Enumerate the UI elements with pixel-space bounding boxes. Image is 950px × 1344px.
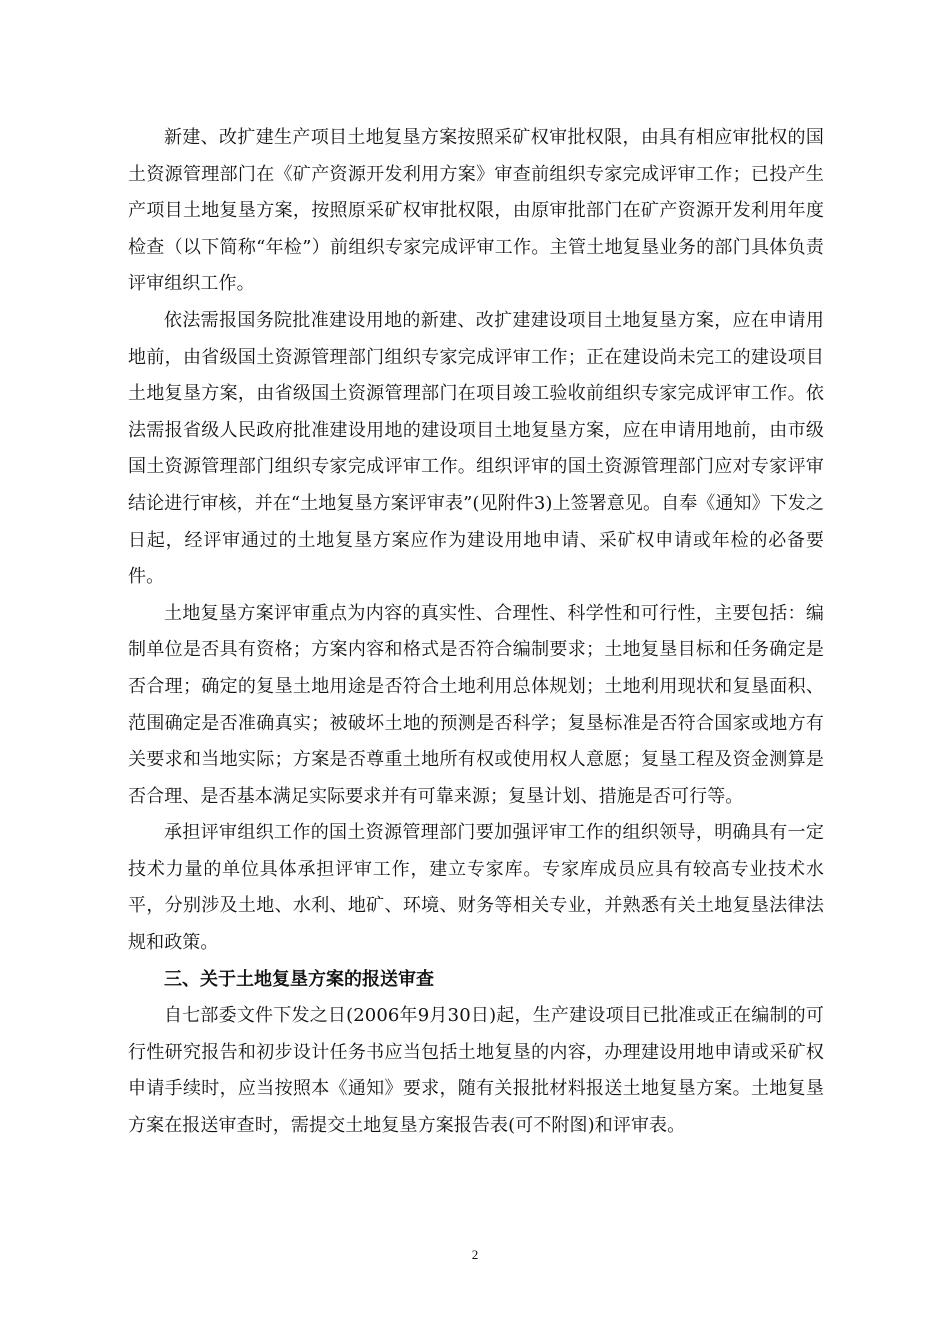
document-body [128,120,824,1145]
paragraph-expert-pool: 承担评审组织工作的国土资源管理部门要加强评审工作的组织领导，明确具有一定技术力量的单位具体承担评审工作，建立专家库。专家库成员应具有较高专业技术水平，分别涉及土地、水利、地矿、环境、财务等相关专业，并熟悉有关土地复垦法律法规和政策。 [128,822,824,954]
section-heading: 三、关于土地复垦方案的报送审查 [164,968,434,990]
paragraph-review-authority: 新建、改扩建生产项目土地复垦方案按照采矿权审批权限，由具有相应审批权的国土资源管理部门在《矿产资源开发利用方案》审查前组织专家完成评审工作；已投产生产项目土地复垦方案，按照原采矿权审批权限，由原审批部门在矿产资源开发利用年度检查（以下简称“年检”）前组织专家完成评审工作。主管土地复垦业务的部门具体负责评审组织工作。 [128,127,824,295]
paragraph-submission: 自七部委文件下发之日(2006年9月30日)起，生产建设项目已批准或正在编制的可行性研究报告和初步设计任务书应当包括土地复垦的内容，办理建设用地申请或采矿权申请手续时，应当按照本《通知》要求，随有关报批材料报送土地复垦方案。土地复垦方案在报送审查时，需提交土地复垦方案报告表(可不附图)和评审表。 [128,1005,824,1137]
page-number: 2 [471,1247,479,1262]
paragraph-construction-land: 依法需报国务院批准建设用地的新建、改扩建建设项目土地复垦方案，应在申请用地前，由省级国土资源管理部门组织专家完成评审工作；正在建设尚未完工的建设项目土地复垦方案，由省级国土资源管理部门在项目竣工验收前组织专家完成评审工作。依法需报省级人民政府批准建设用地的建设项目土地复垦方案，应在申请用地前，由市级国土资源管理部门组织专家完成评审工作。组织评审的国土资源管理部门应对专家评审结论进行审核，并在“土地复垦方案评审表”(见附件3)上签署意见。自奉《通知》下发之日起，经评审通过的土地复垦方案应作为建设用地申请、采矿权申请或年检的必备要件。 [128,309,824,588]
paragraph-review-focus: 土地复垦方案评审重点为内容的真实性、合理性、科学性和可行性，主要包括：编制单位是否具有资格；方案内容和格式是否符合编制要求；土地复垦目标和任务确定是否合理；确定的复垦土地用途是否符合土地利用总体规划；土地利用现状和复垦面积、范围确定是否准确真实；被破坏土地的预测是否科学；复垦标准是否符合国家或地方有关要求和当地实际；方案是否尊重土地所有权或使用权人意愿；复垦工程及资金测算是否合理、是否基本满足实际要求并有可靠来源；复垦计划、措施是否可行等。 [128,602,824,807]
